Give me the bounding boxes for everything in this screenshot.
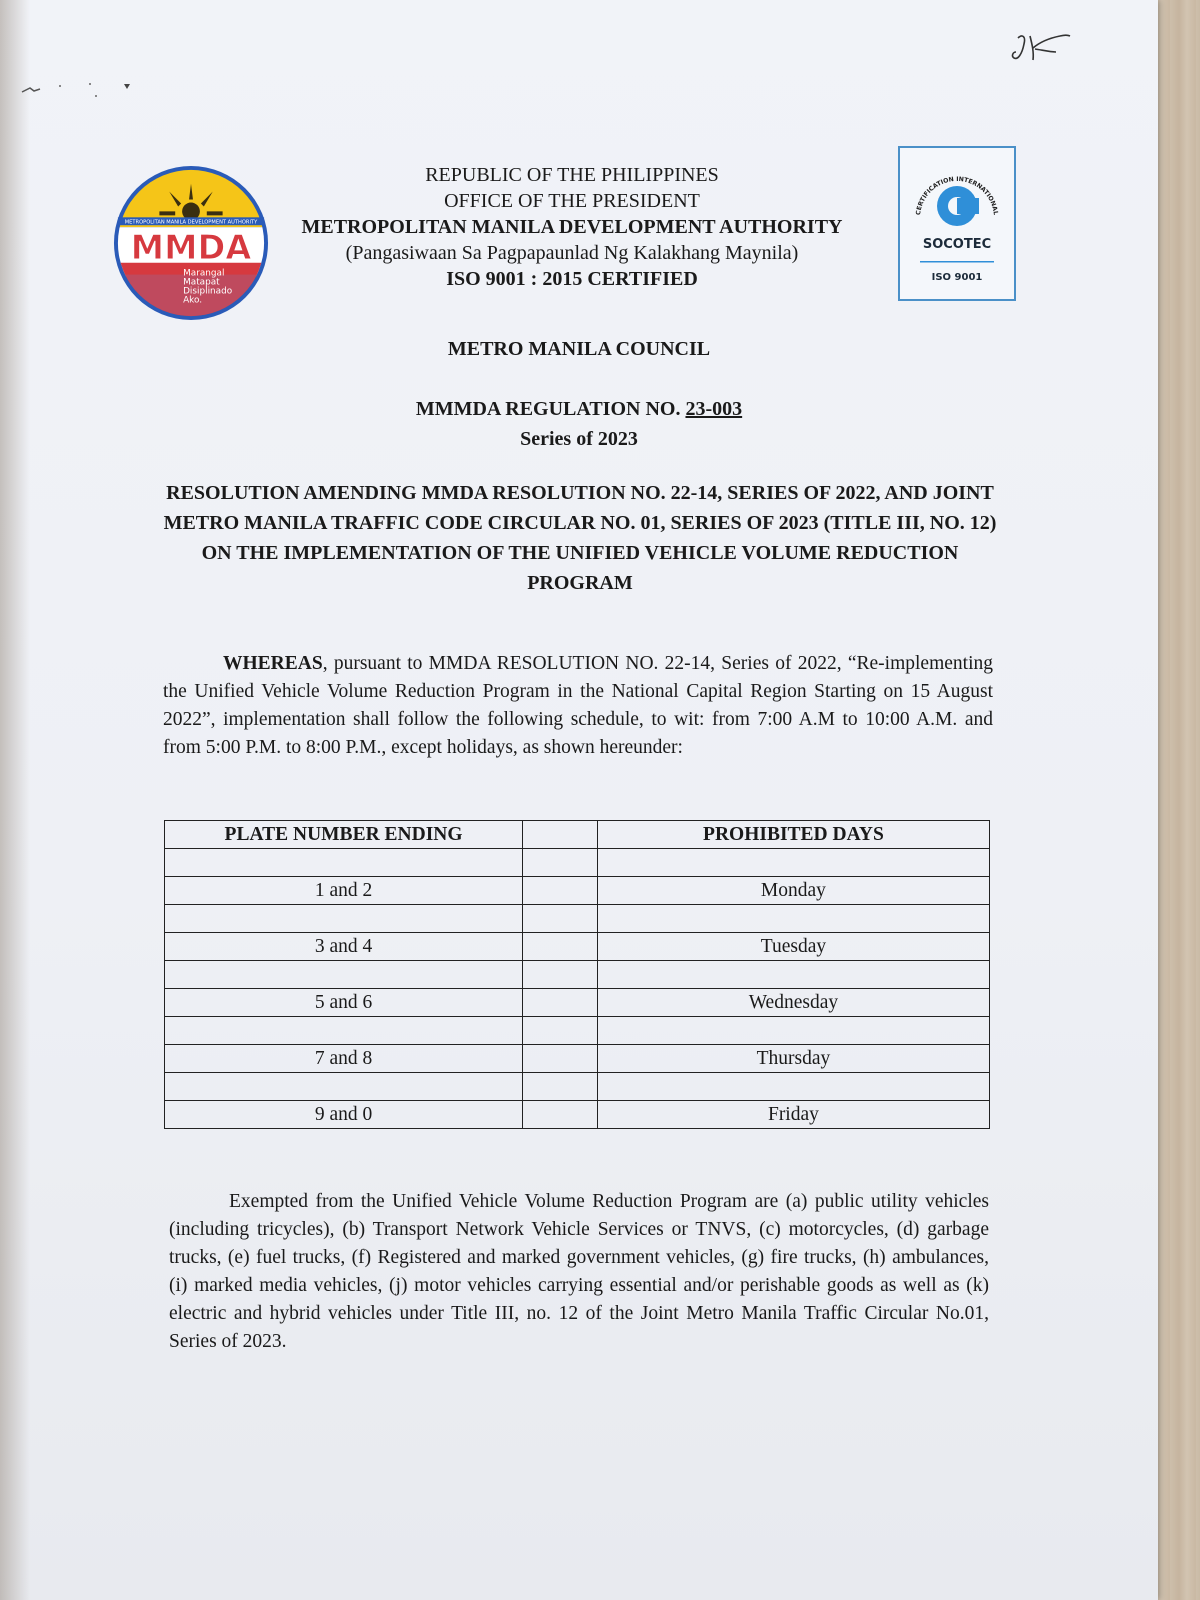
coding-schedule-table	[164, 820, 990, 1129]
blank-cell	[523, 1101, 598, 1129]
plate-cell: 5 and 6	[165, 989, 523, 1017]
plate-cell	[165, 961, 523, 989]
blank-cell	[523, 1073, 598, 1101]
plate-cell: 1 and 2	[165, 877, 523, 905]
header-agency: METROPOLITAN MANILA DEVELOPMENT AUTHORITY	[301, 216, 843, 238]
table-row	[165, 849, 990, 877]
table-row	[165, 1073, 990, 1101]
day-cell	[597, 849, 989, 877]
plate-cell: 3 and 4	[165, 933, 523, 961]
regulation-number: 23-003	[685, 398, 743, 420]
socotec-seal-graphic	[900, 148, 1014, 299]
plate-number-header: PLATE NUMBER ENDING	[165, 821, 523, 849]
council-heading: METRO MANILA COUNCIL	[447, 338, 711, 360]
plate-cell	[165, 1017, 523, 1045]
whereas-text: , pursuant to MMDA RESOLUTION NO. 22-14, Series of 2022, “Re-implementing the Unified Vehicle Volume Reduction Program in the National Capital Region Starting on 15 August 2022”, implementation shall follow the following schedule, to wit: from 7:00 A.M to 10:00 A.M. and from 5:00 P.M. to 8:00 P.M., except holidays, as shown hereunder:	[163, 653, 993, 758]
blank-cell	[523, 877, 598, 905]
header-agency-filipino: (Pangasiwaan Sa Pagpapaunlad Ng Kalakhang Maynila)	[345, 242, 799, 264]
socotec-certification-seal	[898, 146, 1016, 301]
table-row	[165, 989, 990, 1017]
plate-cell: 7 and 8	[165, 1045, 523, 1073]
table-row	[165, 905, 990, 933]
day-cell: Monday	[597, 877, 989, 905]
table-row	[165, 1045, 990, 1073]
mmda-seal-logo	[112, 163, 270, 323]
prohibited-days-header: PROHIBITED DAYS	[597, 821, 989, 849]
exemptions-paragraph: Exempted from the Unified Vehicle Volume Reduction Program are (a) public utility vehicles (including tricycles), (b) Transport Network Vehicle Services or TNVS, (c) motorcycles, (d) garbage trucks, (e) fuel trucks, (f) Registered and marked government vehicles, (g) fire trucks, (h) ambulances, (i) marked media vehicles, (j) motor vehicles carrying essential and/or perishable goods as well as (k) electric and hybrid vehicles under Title III, no. 12 of the Joint Metro Manila Traffic Circular No.01, Series of 2023.	[169, 1191, 989, 1352]
mmda-motto-3: Disiplinado	[183, 286, 233, 297]
socotec-brand: SOCOTEC	[922, 237, 992, 252]
document-header	[272, 162, 872, 292]
day-cell: Friday	[597, 1101, 989, 1129]
blank-cell	[523, 989, 598, 1017]
plate-cell	[165, 905, 523, 933]
day-cell: Thursday	[597, 1045, 989, 1073]
plate-cell	[165, 849, 523, 877]
blank-cell	[523, 905, 598, 933]
regulation-heading	[0, 394, 1158, 454]
mmda-motto-2: Matapat	[183, 277, 220, 288]
table-row	[165, 933, 990, 961]
mmda-seal-ring-text: METROPOLITAN MANILA DEVELOPMENT AUTHORITY	[124, 219, 258, 226]
regulation-number-line	[0, 394, 1158, 424]
blank-cell	[523, 1045, 598, 1073]
whereas-paragraph	[163, 650, 993, 762]
table-row	[165, 1101, 990, 1129]
plate-cell	[165, 1073, 523, 1101]
day-cell	[597, 1017, 989, 1045]
mmda-motto-1: Marangal	[183, 268, 225, 279]
paper-specks	[20, 78, 140, 108]
header-republic: REPUBLIC OF THE PHILIPPINES	[425, 164, 719, 186]
day-cell	[597, 1073, 989, 1101]
blank-cell	[523, 1017, 598, 1045]
header-office: OFFICE OF THE PRESIDENT	[444, 190, 700, 212]
table-row	[165, 1017, 990, 1045]
socotec-standard: ISO 9001	[931, 272, 983, 283]
table-row	[165, 961, 990, 989]
header-iso: ISO 9001 : 2015 CERTIFIED	[446, 268, 698, 290]
regulation-series: Series of 2023	[520, 428, 638, 450]
day-cell: Tuesday	[597, 933, 989, 961]
day-cell	[597, 961, 989, 989]
blank-cell	[523, 849, 598, 877]
socotec-arc-text: CERTIFICATION INTERNATIONAL	[915, 175, 999, 216]
regulation-prefix: MMMDA REGULATION NO.	[415, 398, 681, 420]
resolution-title: RESOLUTION AMENDING MMDA RESOLUTION NO. 22-14, SERIES OF 2022, AND JOINT METRO MANILA TRAFFIC CODE CIRCULAR NO. 01, SERIES OF 2023 (TITLE III, NO. 12) ON THE IMPLEMENTATION OF THE UNIFIED VEHICLE VOLUME REDUCTION PROGRAM	[163, 482, 997, 594]
blank-header	[523, 821, 598, 849]
mmda-seal-wordmark: MMDA	[130, 227, 252, 267]
day-cell: Wednesday	[597, 989, 989, 1017]
table-header-row	[165, 821, 990, 849]
table-row	[165, 877, 990, 905]
day-cell	[597, 905, 989, 933]
blank-cell	[523, 961, 598, 989]
plate-cell: 9 and 0	[165, 1101, 523, 1129]
blank-cell	[523, 933, 598, 961]
mmda-motto-4: Ako.	[183, 295, 203, 306]
handwritten-initials	[1010, 30, 1080, 70]
page-shadow-edge	[0, 0, 30, 1600]
whereas-lead: WHEREAS	[223, 653, 323, 674]
